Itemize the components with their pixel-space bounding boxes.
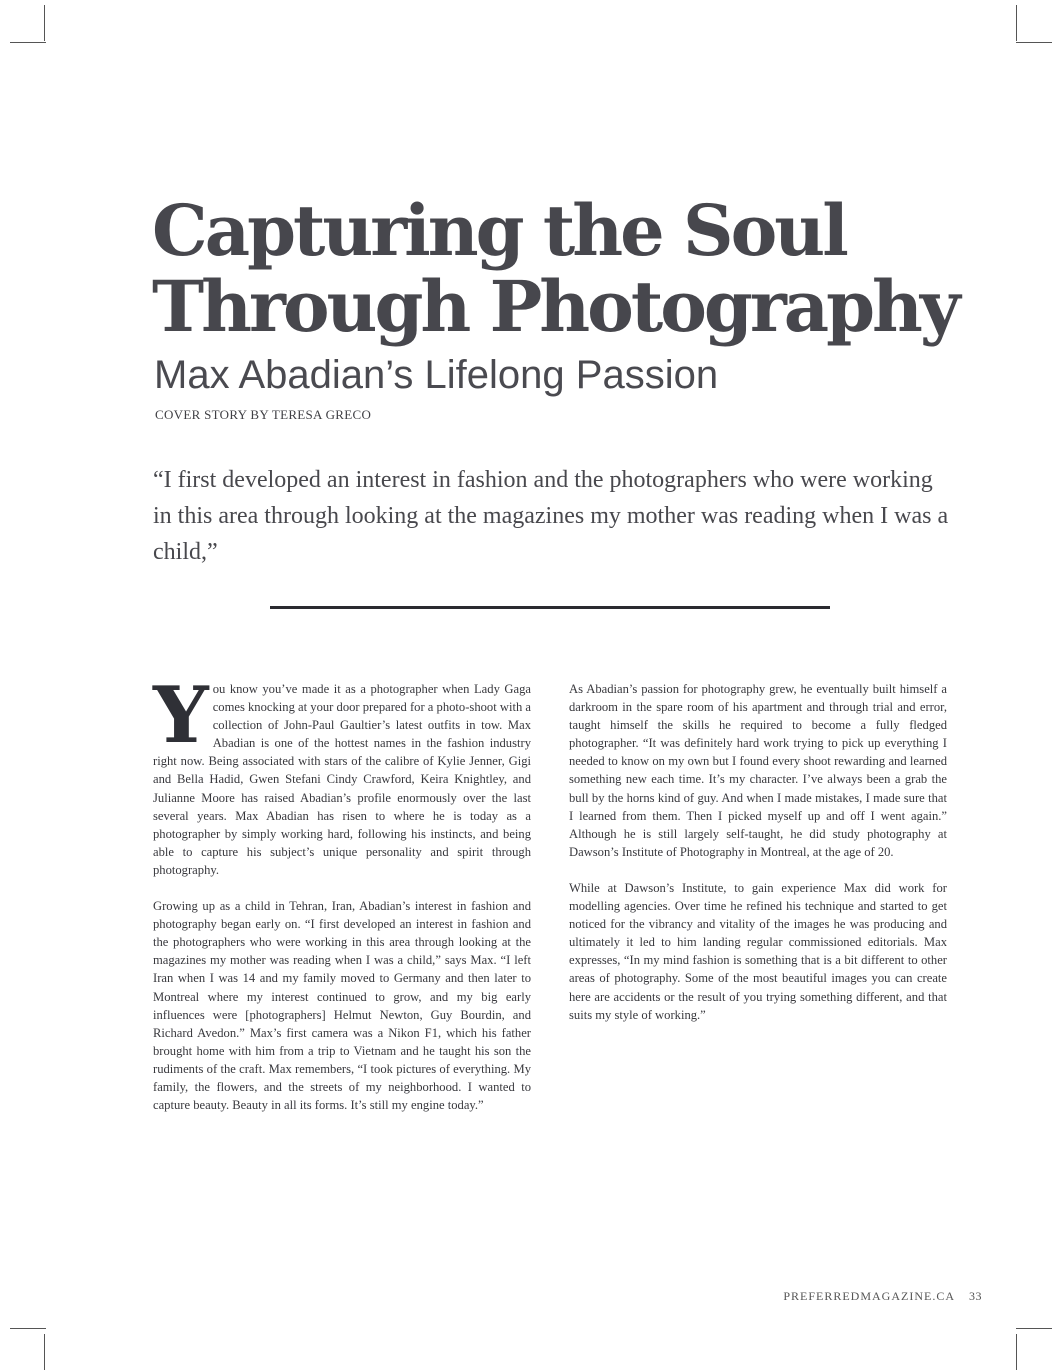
byline: COVER STORY BY TERESA GRECO bbox=[155, 407, 372, 422]
body-paragraph: As Abadian’s passion for photography grew, he eventually built himself a darkroom in the spare room of his apartment and through trial and error, taught himself the skills he required to become a fully fledged photographer. “It was definitely hard work trying to pick up everything I needed to know on my own but I found every shoot rewarding and learned something new each time. It’s my character. I’ve always been a grab the bull by the horns kind of guy. And when I made mistakes, I made sure that I learned from them. Then I picked myself up and off I went again.” Although he is still largely self-taught, he did study photography at Dawson’s Institute of Photography in Montreal, at the age of 20. bbox=[569, 682, 947, 859]
pull-quote: “I first developed an interest in fashion and the photographers who were working in this area through looking at the magazines my mother was reading when I was a child,” bbox=[153, 467, 949, 565]
article-subtitle: Max Abadian’s Lifelong Passion bbox=[154, 353, 719, 397]
title-line-2: Through Photography bbox=[152, 265, 958, 348]
crop-mark bbox=[10, 1328, 46, 1329]
body-paragraph: While at Dawson’s Institute, to gain experience Max did work for modelling agencies. Over time he refined his technique and started to get noticed for the vibrancy and vitality of the images he was producing and ultimately it led to him landing regular commissioned editorials. Max expresses, “In my mind fashion is something that is a bit different to other areas of photography. Some of the most beautiful images you can create here are accidents or the result of you trying something different, and that suits my style of working.” bbox=[569, 880, 947, 1022]
crop-mark bbox=[1016, 1334, 1017, 1370]
paragraph-text: ou know you’ve made it as a photographer when Lady Gaga comes knocking at your door prepared for a photo-shoot with a collection of John-Paul Gaultier’s latest outfits in tow. Max Abadian is one of the hottest names in the fashion industry right now. Being associated with stars of the calibre of Kylie Jenner, Gigi and Bella Hadid, Gwen Stefani Cindy Crawford, Keira Knightley, and Julianne Moore has raised Abadian’s profile enormously over the last several years. Max Abadian has risen to where he is today as a photographer by simply working hard, following his instincts, and being able to capture his subject’s unique personality and spirit through photography. bbox=[153, 682, 531, 877]
page-number: 33 bbox=[969, 1289, 982, 1303]
divider-rule bbox=[270, 606, 830, 609]
crop-mark bbox=[44, 5, 45, 41]
crop-mark bbox=[44, 1334, 45, 1370]
crop-mark bbox=[1016, 42, 1052, 43]
drop-cap: Y bbox=[153, 670, 209, 761]
footer-site: PREFERREDMAGAZINE.CA bbox=[783, 1289, 955, 1303]
page-footer bbox=[783, 1289, 982, 1304]
body-column-left bbox=[153, 670, 531, 1132]
title-line-1: Capturing the Soul bbox=[152, 189, 846, 272]
article-title bbox=[152, 189, 958, 348]
crop-mark bbox=[10, 42, 46, 43]
body-column-right bbox=[569, 680, 947, 1042]
body-paragraph: Growing up as a child in Tehran, Iran, Abadian’s interest in fashion and photography began early on. “I first developed an interest in fashion and the photographers who were working in this area through looking at the magazines my mother was reading when I was a child,” says Max. “I left Iran when I was 14 and my family moved to Germany and then later to Montreal where my interest continued to grow, and my big early influences were [photographers] Helmut Newton, Guy Bourdin, and Richard Avedon.” Max’s first camera was a Nikon F1, which his father brought home with him from a trip to Vietnam and he taught his son the rudiments of the craft. Max remembers, “I took pictures of everything. My family, the flowers, and the streets of my neighborhood. I wanted to capture beauty. Beauty in all its forms. It’s still my engine today.” bbox=[153, 899, 531, 1113]
crop-mark bbox=[1016, 1328, 1052, 1329]
crop-mark bbox=[1016, 5, 1017, 41]
body-paragraph bbox=[153, 670, 531, 879]
